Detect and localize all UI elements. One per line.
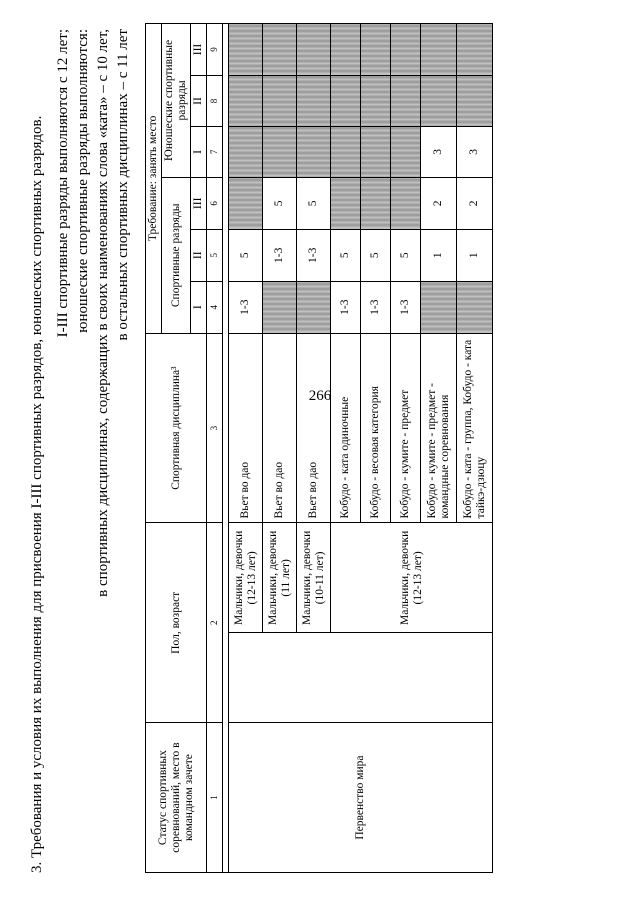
rank-label: III — [191, 23, 207, 75]
discipline-cell: Кобудо - весовая категория — [361, 333, 391, 523]
column-number: 2 — [207, 522, 223, 722]
value-cell — [229, 177, 263, 229]
gender-age-cell: Мальчики, девочки (12-13 лет) — [331, 522, 493, 632]
rank-label: III — [191, 177, 207, 229]
value-cell: 2 — [421, 177, 457, 229]
gender-age-cell: Мальчики, девочки (11 лет) — [263, 522, 297, 632]
age-notes — [53, 29, 133, 597]
value-cell — [331, 177, 361, 229]
value-cell: 5 — [229, 229, 263, 281]
gender-age-cell: Мальчики, девочки (12-13 лет) — [229, 522, 263, 632]
note-line: в спортивных дисциплинах, содержащих в своих наименованиях слова «ката» – с 10 лет, — [95, 28, 111, 597]
discipline-cell: Вьет во дао — [297, 333, 331, 523]
gender-age-cell: Мальчики, девочки (10-11 лет) — [297, 522, 331, 632]
column-number: 4 — [207, 281, 223, 333]
discipline-cell: Вьет во дао — [263, 333, 297, 523]
value-cell — [421, 23, 457, 75]
value-cell — [361, 177, 391, 229]
table-row — [229, 23, 263, 872]
value-cell — [391, 23, 421, 75]
discipline-cell: Кобудо - кумите - предмет — [391, 333, 421, 523]
discipline-cell: Кобудо - кумите - предмет - командные соревнования — [421, 333, 457, 523]
left-blank-cell — [229, 632, 493, 722]
value-cell: 5 — [391, 229, 421, 281]
value-cell — [331, 75, 361, 126]
header-row — [146, 23, 162, 872]
discipline-cell: Кобудо - ката - группа, Кобудо - ката тайкэ-дзюцу — [457, 333, 493, 523]
value-cell — [391, 126, 421, 177]
rank-label: I — [191, 281, 207, 333]
value-cell: 1 — [421, 229, 457, 281]
column-number-row — [207, 23, 223, 872]
value-cell — [263, 281, 297, 333]
value-cell — [457, 75, 493, 126]
value-cell: 5 — [331, 229, 361, 281]
column-number: 5 — [207, 229, 223, 281]
value-cell: 1-3 — [263, 229, 297, 281]
column-number: 6 — [207, 177, 223, 229]
col-header-status: Статус спортивных соревнований, место в командном зачете — [146, 722, 207, 872]
note-line: в остальных спортивных дисциплинах – с 11 лет — [115, 28, 131, 340]
value-cell — [391, 177, 421, 229]
value-cell: 3 — [457, 126, 493, 177]
value-cell — [331, 23, 361, 75]
value-cell — [361, 126, 391, 177]
column-number: 1 — [207, 722, 223, 872]
rank-label: II — [191, 75, 207, 126]
rank-label: I — [191, 126, 207, 177]
value-cell — [229, 126, 263, 177]
value-cell — [391, 75, 421, 126]
value-cell: 1-3 — [391, 281, 421, 333]
value-cell: 1-3 — [331, 281, 361, 333]
value-cell — [331, 126, 361, 177]
value-cell: 1 — [457, 229, 493, 281]
value-cell: 5 — [263, 177, 297, 229]
value-cell — [263, 126, 297, 177]
col-header-gender-age: Пол, возраст — [146, 522, 207, 722]
rank-label: II — [191, 229, 207, 281]
value-cell — [263, 23, 297, 75]
column-number: 7 — [207, 126, 223, 177]
value-cell: 1-3 — [229, 281, 263, 333]
value-cell — [297, 75, 331, 126]
rotated-page-content — [25, 23, 615, 883]
section-heading: 3. Требования и условия их выполнения для присвоения I-III спортивных разрядов, юношеских спортивных разрядов. — [29, 115, 45, 873]
value-cell: 5 — [361, 229, 391, 281]
value-cell — [263, 75, 297, 126]
value-cell — [361, 23, 391, 75]
value-cell — [297, 126, 331, 177]
value-cell — [457, 23, 493, 75]
column-number: 3 — [207, 333, 223, 523]
value-cell — [229, 75, 263, 126]
col-header-requirement: Требование: занять место — [146, 23, 162, 333]
value-cell: 2 — [457, 177, 493, 229]
requirements-table — [145, 23, 493, 873]
column-number: 8 — [207, 75, 223, 126]
page-number: 266 — [308, 388, 332, 404]
discipline-cell: Кобудо - ката одиночные — [331, 333, 361, 523]
value-cell — [421, 75, 457, 126]
col-header-discipline: Спортивная дисциплина³ — [146, 333, 207, 523]
column-number: 9 — [207, 23, 223, 75]
value-cell: 3 — [421, 126, 457, 177]
discipline-cell: Вьет во дао — [229, 333, 263, 523]
col-header-youth-ranks: Юношеские спортивные разряды — [162, 23, 191, 177]
value-cell — [297, 281, 331, 333]
note-line: юношеские спортивные разряды выполняются: — [75, 28, 91, 333]
value-cell — [297, 23, 331, 75]
value-cell — [361, 75, 391, 126]
status-cell: Первенство мира — [229, 722, 493, 872]
value-cell — [229, 23, 263, 75]
value-cell: 5 — [297, 177, 331, 229]
value-cell: 1-3 — [361, 281, 391, 333]
value-cell: 1-3 — [297, 229, 331, 281]
note-line: I-III спортивные разряды выполняются с 12 лет; — [55, 28, 71, 337]
value-cell — [457, 281, 493, 333]
col-header-sport-ranks: Спортивные разряды — [162, 177, 191, 333]
value-cell — [421, 281, 457, 333]
